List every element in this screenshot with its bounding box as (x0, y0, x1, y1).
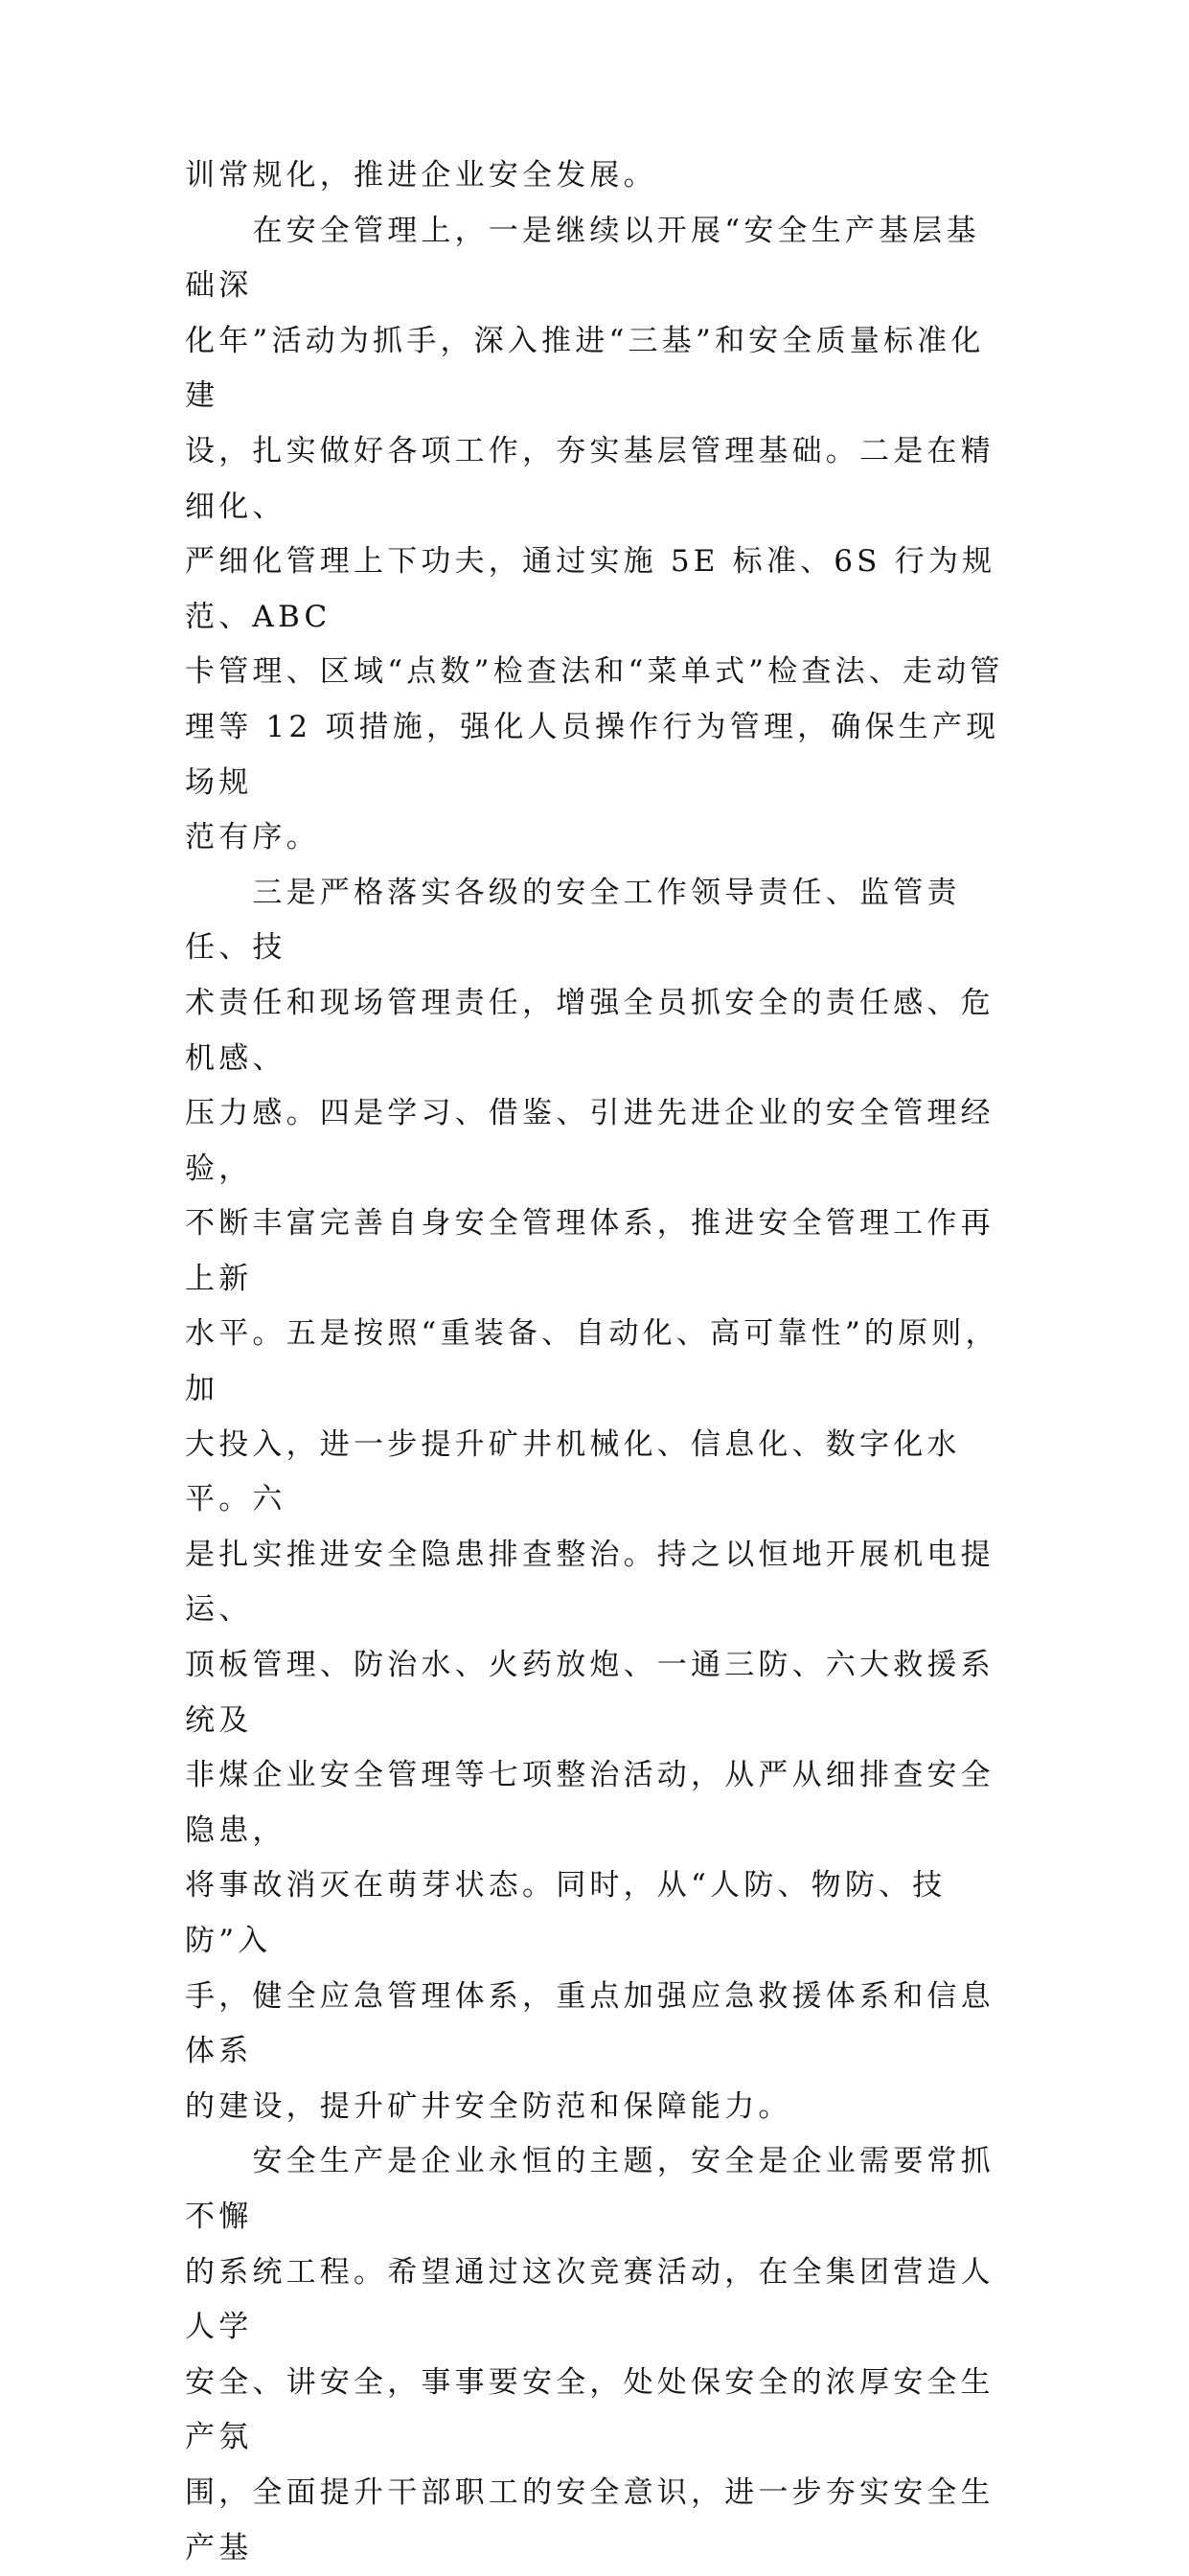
paragraph-responsibility-measures: 三是严格落实各级的安全工作领导责任、监管责任、技 术责任和现场管理责任，增强全员抓安全的责任感、危机感、 压力感。四是学习、借鉴、引进先进企业的安全管理经验， 不断丰富完善自身安全管理体系，推进安全管理工作再上新 水平。五是按照“重装备、自动化、高可靠性”的原则，加 大投入，进一步提升矿井机械化、信息化、数字化水平。六 是扎实推进安全隐患排查整治。持之以恒地开展机电提运、 顶板管理、防治水、火药放炮、一通三防、六大救援系统及 非煤企业安全管理等七项整治活动，从严从细排查安全隐患， 将事故消灭在萌芽状态。同时，从“人防、物防、技防”入 手，健全应急管理体系，重点加强应急救援体系和信息体系 的建设，提升矿井安全防范和保障能力。 (185, 875, 999, 2124)
document-body (185, 148, 1009, 2576)
paragraph-continuation: 训常规化，推进企业安全发展。 (185, 158, 657, 193)
paragraph-conclusion: 安全生产是企业永恒的主题，安全是企业需要常抓不懈 的系统工程。希望通过这次竞赛活动，在全集团营造人人学 安全、讲安全，事事要安全，处处保安全的浓厚安全生产氛 围，全面提升干部职工的安全意识，进一步夯实安全生产基 (185, 2144, 995, 2565)
paragraph-safety-management: 在安全管理上，一是继续以开展“安全生产基层基础深 化年”活动为抓手，深入推进“三基”和安全质量标准化建 设，扎实做好各项工作，夯实基层管理基础。二是在精细化、 严细化管理上下功夫，通过实施 5E 标准、6S 行为规范、ABC 卡管理、区域“点数”检查法和“菜单式”检查法、走动管 理等 12 项措施，强化人员操作行为管理，确保生产现场规 范有序。 (185, 213, 1004, 855)
